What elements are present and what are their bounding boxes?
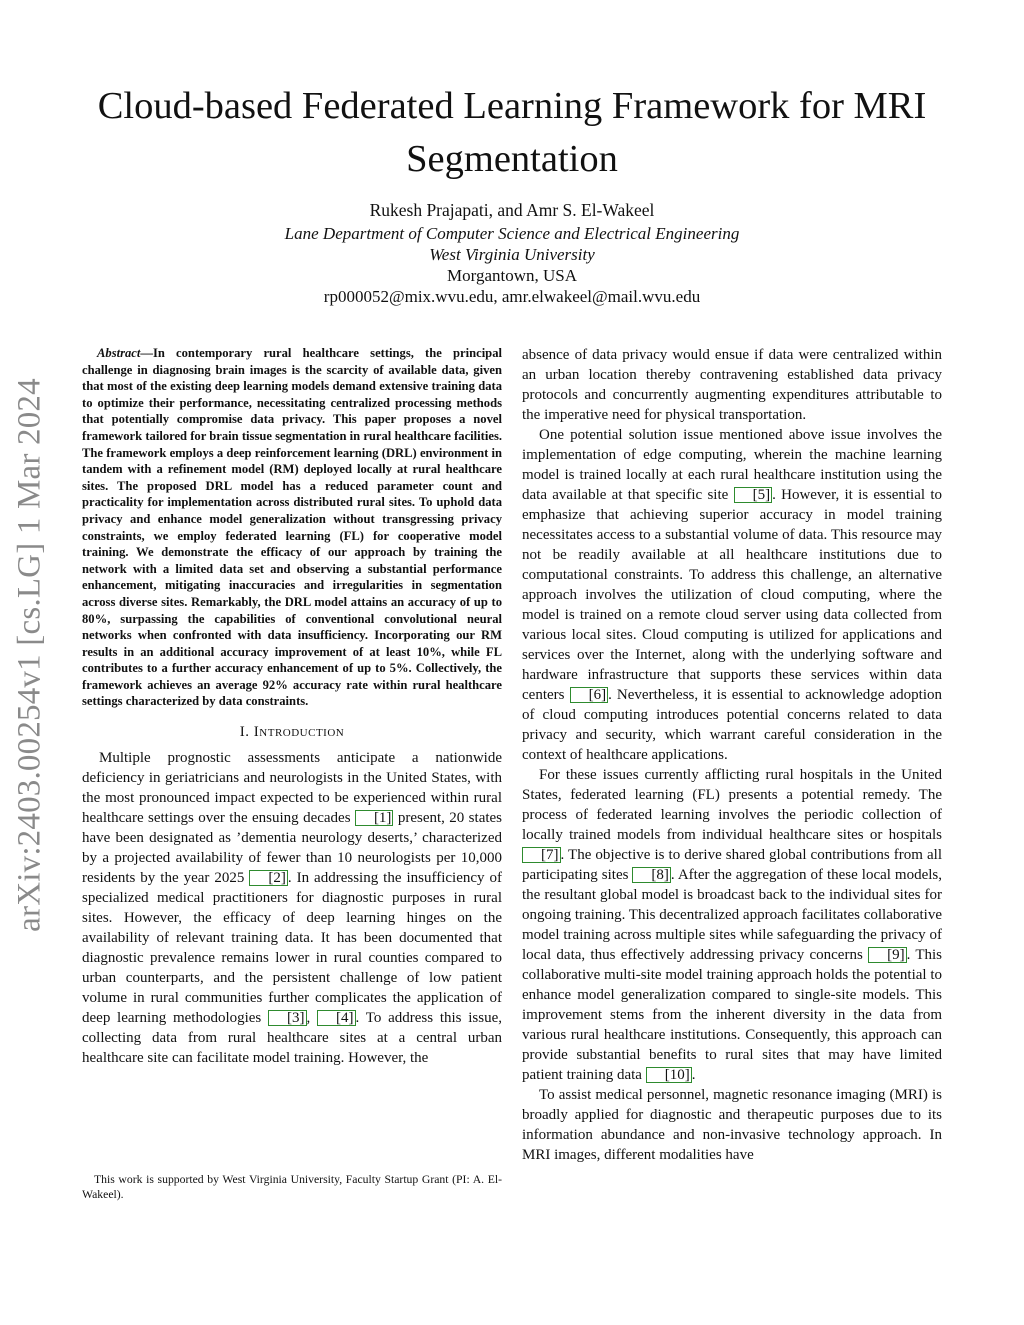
paragraph-text: present, 20 states have been designated as ’dementia neurology deserts,’ characterized by a projected availability of fewer than 10 neurologists per 10,000 residents by the year 2025: [82, 810, 503, 887]
author-block: [162, 200, 862, 307]
arxiv-identifier: arXiv:2403.00254v1 [cs.LG] 1 Mar 2024: [11, 378, 48, 932]
paragraph-text: . Nevertheless, it is essential to acknowledge adoption of cloud computing introduces potential concerns related to data privacy and security, which warrant careful consideration in the context of healthcare applications.: [522, 687, 942, 763]
paragraph-text: ,: [306, 1010, 318, 1027]
paragraph-text: . The objective is to derive shared global contributions from all participating sites: [522, 847, 942, 883]
abstract-text: —In contemporary rural healthcare settings, the principal challenge in diagnosing brain images is the scarcity of available data, given that most of the existing deep learning models demand extensive training data to optimize their performance, necessitating centralized processing methods that potentially compromise data privacy. This paper proposes a novel framework tailored for brain tissue segmentation in rural healthcare facilities. The framework employs a deep reinforcement learning (DRL) environment in tandem with a refinement model (RM) deployed locally at rural healthcare sites. The proposed DRL model has a reduced parameter count and practicality for implementation across distributed rural sites. To uphold data privacy and enhance model generalization without transgressing privacy constraints, we employ federated learning (FL) for cooperative model training. We demonstrate the efficacy of our approach by training the network with a limited data set and observing a substantial performance enhancement, mitigating inaccuracies and irregularities in segmentation across diverse sites. Remarkably, the DRL model attains an accuracy of up to 80%, surpassing the capabilities of conventional convolutional neural networks when confronted with data insufficiency. Incorporating our RM results in an additional accuracy improvement of at least 10%, while FL contributes to a further accuracy enhancement of up to 5%. Collectively, the framework achieves an average 92% accuracy rate within rural healthcare settings characterized by data constraints.: [82, 346, 502, 709]
author-names: Rukesh Prajapati, and Amr S. El-Wakeel: [369, 200, 655, 220]
intro-paragraph-4: To assist medical personnel, magnetic resonance imaging (MRI) is broadly applied for diagnostic and therapeutic purposes due to its information abundance and non-invasive technology approach. In MRI images, different modalities have: [522, 1087, 942, 1163]
section-number: I.: [239, 724, 250, 741]
paragraph-text: Multiple prognostic assessments anticipate a nationwide deficiency in geriatricians and neurologists in the United States, with the most pronounced impact expected to be experienced within rural healthcare settings over the ensuing decades: [82, 750, 502, 827]
abstract: [82, 345, 502, 710]
section-heading-introduction: [82, 722, 502, 742]
arxiv-watermark: [0, 355, 60, 955]
citation-link[interactable]: [1]: [355, 810, 394, 826]
intro-paragraph-1-continued: absence of data privacy would ensue if data were centralized within an urban location thereby contravening established data privacy protocols and concurrently augmenting expenditures attributable to the imperative need for physical transportation.: [522, 347, 942, 423]
paragraph-text: .: [691, 1067, 696, 1083]
citation-link[interactable]: [8]: [632, 867, 671, 883]
paragraph-text: . To address this issue, collecting data from rural healthcare sites at a central urban healthcare site can facilitate model training. However, the: [82, 1010, 502, 1067]
paragraph-text: . After the aggregation of these local models, the resultant global model is broadcast back to the individual sites for ongoing training. This decentralized approach facilitates collaborative model training across multiple sites while safeguarding the privacy of local data, thus effectively addressing privacy concerns: [522, 867, 942, 963]
author-department: Lane Department of Computer Science and Electrical Engineering: [284, 224, 740, 243]
citation-link[interactable]: [2]: [249, 870, 288, 886]
citation-link[interactable]: [7]: [522, 847, 561, 863]
abstract-label: Abstract: [97, 346, 141, 360]
citation-link[interactable]: [6]: [570, 687, 609, 703]
citation-link[interactable]: [9]: [868, 947, 907, 963]
intro-paragraph-3: [522, 765, 942, 1085]
intro-paragraph-2: [522, 425, 942, 765]
section-title: Introduction: [253, 724, 345, 741]
citation-link[interactable]: [4]: [317, 1010, 356, 1026]
paragraph-text: For these issues currently afflicting rural hospitals in the United States, federated learning (FL) presents a potential remedy. The process of federated learning involves the periodic collection of locally trained models from individual healthcare sites or hospitals: [522, 767, 942, 843]
citation-link[interactable]: [10]: [646, 1067, 692, 1083]
funding-footnote: This work is supported by West Virginia University, Faculty Startup Grant (PI: A. El-Wakeel).: [82, 1173, 502, 1201]
citation-link[interactable]: [3]: [268, 1010, 307, 1026]
author-emails: rp000052@mix.wvu.edu, amr.elwakeel@mail.wvu.edu: [323, 287, 701, 306]
right-column: [522, 345, 942, 1165]
author-university: West Virginia University: [429, 245, 595, 264]
paragraph-text: One potential solution issue mentioned above issue involves the implementation of edge computing, wherein the machine learning model is trained locally at each rural healthcare institution using the data available at that specific site: [522, 427, 942, 503]
paper-title: Cloud-based Federated Learning Framework for MRI Segmentation: [97, 85, 927, 180]
paragraph-text: . This collaborative multi-site model training approach holds the potential to enhance model generalization compared to single-site models. This improvement stems from the inherent diversity in the data from various rural healthcare institutions. Consequently, this approach can provide substantial benefits to rural sites that may have limited patient training data: [522, 947, 942, 1083]
paragraph-text: . However, it is essential to emphasize that achieving superior accuracy in model training necessitates access to a substantial volume of data. This resource may not be readily available at all healthcare institutions due to computational constraints. To address this challenge, an alternative approach involves the utilization of cloud computing, where the model is trained on a remote cloud server using data collected from various local sites. Cloud computing is utilized for applications and services over the Internet, along with the underlying software and hardware infrastructure that supports these services within data centers: [522, 487, 942, 703]
intro-paragraph-1: [82, 748, 502, 1068]
paragraph-text: . In addressing the insufficiency of specialized medical practitioners for diagnostic purposes in rural sites. However, the efficacy of deep learning hinges on the availability of relevant training data. It has been documented that diagnostic prevalence remains lower in rural counties compared to urban counterparts, and the persistent challenge of low patient volume in rural communities further complicates the application of deep learning methodologies: [82, 870, 502, 1027]
left-column: [82, 345, 502, 1068]
citation-link[interactable]: [5]: [734, 487, 773, 503]
author-location: Morgantown, USA: [446, 266, 578, 285]
